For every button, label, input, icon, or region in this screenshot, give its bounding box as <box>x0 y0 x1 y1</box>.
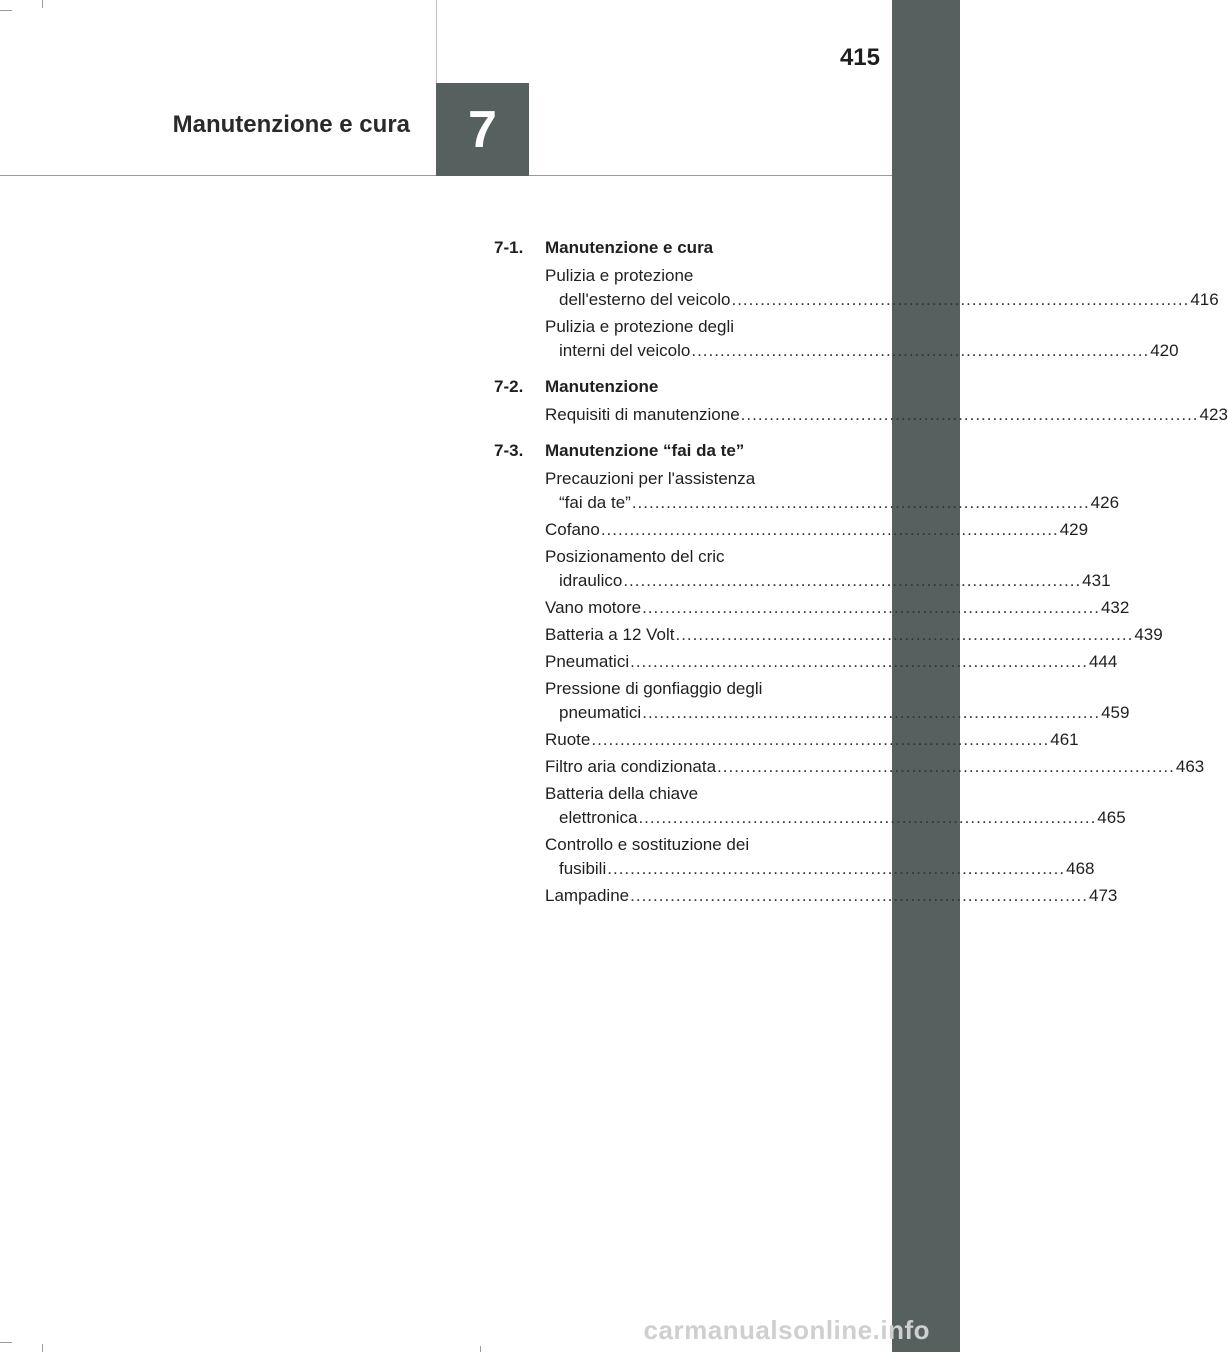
toc-entry-page: 426 <box>1090 493 1120 512</box>
toc-entry[interactable] <box>545 596 1130 620</box>
toc-entry-text: elettronica <box>559 808 638 827</box>
toc-entry[interactable] <box>545 467 1120 515</box>
toc-entry-page: 461 <box>1050 730 1079 749</box>
toc-entry-text: Controllo e sostituzione dei <box>545 835 750 854</box>
dot-leader: ................................................................................ <box>740 405 1199 424</box>
toc-section <box>494 236 1219 363</box>
toc-entry-page: 431 <box>1082 571 1111 590</box>
crop-mark <box>480 1346 481 1352</box>
crop-mark <box>0 10 12 11</box>
toc-entry-text: Posizionamento del cric <box>545 547 725 566</box>
toc-entry[interactable] <box>545 650 1118 674</box>
page-number: 415 <box>839 44 880 71</box>
toc-entry[interactable] <box>545 755 1205 779</box>
toc-entry-page: 429 <box>1059 520 1089 539</box>
toc-entry[interactable] <box>545 315 1179 363</box>
toc-entry-page: 423 <box>1199 405 1228 424</box>
toc-section-heading <box>494 375 834 399</box>
dot-leader: ................................................................................ <box>600 520 1059 539</box>
dot-leader: ................................................................................ <box>591 730 1050 749</box>
toc-section-title: Manutenzione e cura <box>545 238 714 257</box>
dot-leader: ................................................................................ <box>631 493 1090 512</box>
toc-entry[interactable] <box>545 677 1130 725</box>
header-divider-vertical <box>436 0 437 83</box>
dot-leader: ................................................................................ <box>630 886 1088 905</box>
toc-entry-text: Batteria della chiave <box>545 784 699 803</box>
toc-entry-page: 444 <box>1088 652 1118 671</box>
toc-section-number: 7-3. <box>494 441 524 460</box>
toc-entry[interactable] <box>545 782 1126 830</box>
toc-entry-page: 432 <box>1100 598 1130 617</box>
toc-entry-text: Vano motore <box>545 598 642 617</box>
toc-section <box>494 439 1205 908</box>
dot-leader: ................................................................................ <box>717 757 1175 776</box>
toc-entry[interactable] <box>545 518 1089 542</box>
crop-mark <box>42 0 43 8</box>
toc-entry-text: Pulizia e protezione degli <box>545 317 735 336</box>
chapter-number: 7 <box>468 100 497 159</box>
dot-leader: ................................................................................ <box>642 703 1101 722</box>
dot-leader: ................................................................................ <box>607 859 1066 878</box>
dot-leader: ................................................................................ <box>642 598 1100 617</box>
chapter-number-box <box>436 83 529 176</box>
toc-section <box>494 375 1228 427</box>
dot-leader: ................................................................................ <box>675 625 1134 644</box>
toc-entry[interactable] <box>545 833 1095 881</box>
toc-entry-text: Pulizia e protezione <box>545 266 694 285</box>
table-of-contents <box>494 236 1228 920</box>
toc-entry-text: interni del veicolo <box>559 341 691 360</box>
toc-entry-page: 468 <box>1066 859 1095 878</box>
toc-section-title: Manutenzione “fai da te” <box>545 441 745 460</box>
toc-entry-page: 463 <box>1175 757 1205 776</box>
toc-entry-text: Filtro aria condizionata <box>545 757 717 776</box>
toc-entry-text: Requisiti di manutenzione <box>545 405 740 424</box>
toc-entry-text: Cofano <box>545 520 600 539</box>
watermark: carmanualsonline.info <box>643 1315 930 1345</box>
chapter-title: Manutenzione e cura <box>172 111 410 138</box>
dot-leader: ................................................................................ <box>638 808 1097 827</box>
toc-entry-text: dell'esterno del veicolo <box>559 290 731 309</box>
crop-mark <box>0 1342 12 1343</box>
toc-entry-page: 416 <box>1190 290 1219 309</box>
toc-entry-text: fusibili <box>559 859 607 878</box>
toc-entry-page: 439 <box>1134 625 1163 644</box>
toc-section-number: 7-2. <box>494 377 524 396</box>
toc-entry-text: Batteria a 12 Volt <box>545 625 675 644</box>
toc-entry-text: pneumatici <box>559 703 642 722</box>
chapter-side-tab <box>892 0 960 1352</box>
toc-entry-text: Ruote <box>545 730 591 749</box>
toc-entry-text: Precauzioni per l'assistenza <box>545 469 756 488</box>
crop-mark <box>42 1344 43 1352</box>
toc-entry[interactable] <box>545 545 1111 593</box>
toc-entry[interactable] <box>545 884 1118 908</box>
toc-entry[interactable] <box>545 403 1228 427</box>
toc-entry-text: Pressione di gonfiaggio degli <box>545 679 763 698</box>
dot-leader: ................................................................................ <box>691 341 1150 360</box>
dot-leader: ................................................................................ <box>731 290 1190 309</box>
toc-entry-page: 473 <box>1088 886 1118 905</box>
toc-entry-page: 420 <box>1150 341 1179 360</box>
toc-entry-text: idraulico <box>559 571 623 590</box>
toc-entry-page: 465 <box>1097 808 1126 827</box>
toc-section-heading <box>494 439 834 463</box>
toc-entry-text: Pneumatici <box>545 652 630 671</box>
toc-entry[interactable] <box>545 728 1079 752</box>
dot-leader: ................................................................................ <box>630 652 1088 671</box>
toc-entry-text: Lampadine <box>545 886 630 905</box>
toc-section-number: 7-1. <box>494 238 524 257</box>
toc-section-title: Manutenzione <box>545 377 659 396</box>
toc-entry-page: 459 <box>1101 703 1130 722</box>
toc-entry-text: “fai da te” <box>559 493 631 512</box>
toc-entry[interactable] <box>545 264 1219 312</box>
dot-leader: ................................................................................ <box>623 571 1082 590</box>
toc-entry[interactable] <box>545 623 1163 647</box>
toc-section-heading <box>494 236 834 260</box>
